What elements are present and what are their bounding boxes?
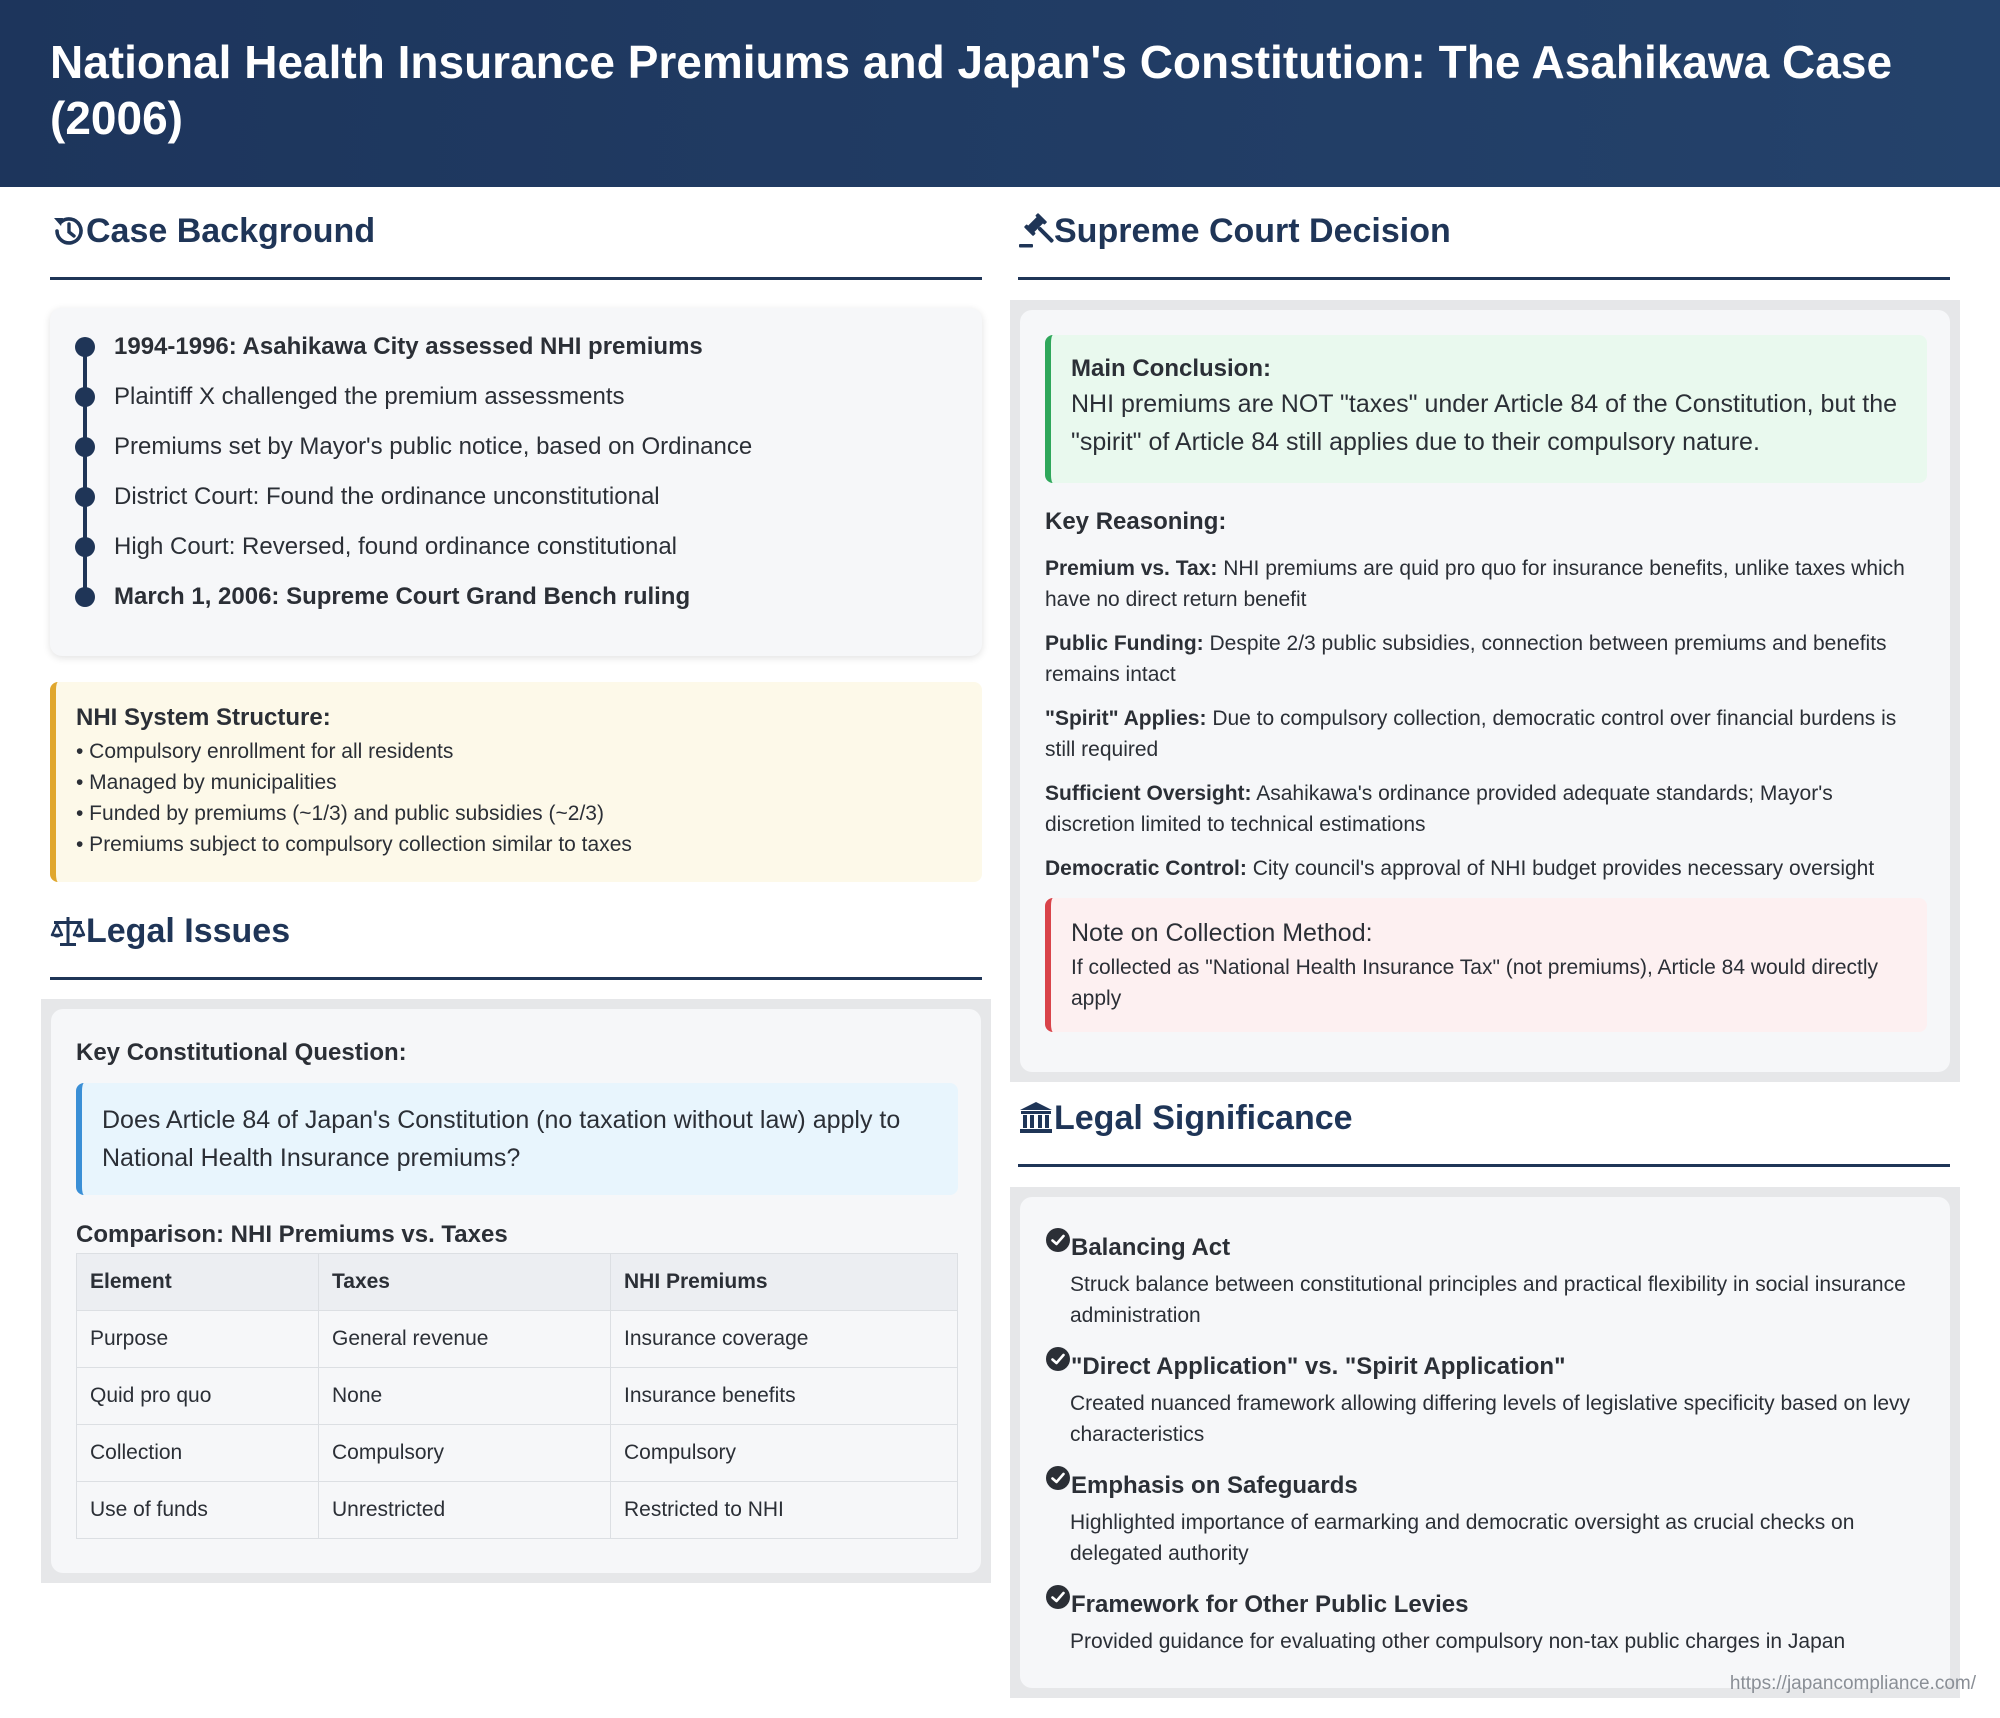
reasoning-text: Asahikawa's ordinance provided adequate standards; Mayor's discretion limited to technical estimations <box>1045 782 1833 836</box>
timeline-item <box>50 373 950 423</box>
nhi-structure-item: • Funded by premiums (~1/3) and public subsidies (~2/3) <box>76 802 604 825</box>
timeline-item <box>50 573 950 623</box>
table-row <box>77 1311 958 1368</box>
timeline-dot <box>75 537 95 557</box>
reasoning-label: Premium vs. Tax: <box>1045 557 1218 580</box>
reasoning-label: Democratic Control: <box>1045 857 1247 880</box>
table-cell: Compulsory <box>611 1425 958 1482</box>
collection-note-box <box>1045 898 1927 1032</box>
table-cell: Collection <box>77 1425 319 1482</box>
timeline-text: Premiums set by Mayor's public notice, based on Ordinance <box>114 433 753 460</box>
check-circle-icon <box>1045 1227 1071 1253</box>
reasoning-item <box>1045 703 1927 765</box>
check-circle-icon <box>1045 1465 1071 1491</box>
case-background-heading: Case Background <box>86 211 376 250</box>
significance-item <box>1045 1465 1935 1569</box>
table-row <box>77 1482 958 1539</box>
reasoning-text: Due to compulsory collection, democratic control over financial burdens is still required <box>1045 707 1897 761</box>
table-cell: Quid pro quo <box>77 1368 319 1425</box>
page-header <box>0 0 2000 187</box>
nhi-structure-item: • Managed by municipalities <box>76 771 337 794</box>
significance-title: Balancing Act <box>1071 1234 1231 1261</box>
key-question-title: Key Constitutional Question: <box>76 1039 407 1066</box>
legal-issues-section-header <box>50 904 982 980</box>
timeline-dot <box>75 337 95 357</box>
timeline-text: 1994-1996: Asahikawa City assessed NHI premiums <box>114 333 703 360</box>
legal-significance-panel <box>1010 1187 1960 1698</box>
history-icon <box>50 213 86 249</box>
significance-text: Struck balance between constitutional principles and practical flexibility in social insurance administration <box>1070 1273 1906 1327</box>
check-circle-icon <box>1045 1346 1071 1372</box>
reasoning-item <box>1045 853 1927 884</box>
significance-item <box>1045 1584 1935 1657</box>
timeline-item <box>50 523 950 573</box>
nhi-structure-item: • Premiums subject to compulsory collection similar to taxes <box>76 833 632 856</box>
table-cell: Insurance coverage <box>611 1311 958 1368</box>
supreme-court-panel <box>1010 300 1960 1082</box>
main-conclusion-text: NHI premiums are NOT "taxes" under Article 84 of the Constitution, but the "spirit" of Article 84 still applies due to their compulsory nature. <box>1071 390 1898 456</box>
table-cell: General revenue <box>319 1311 611 1368</box>
comparison-title: Comparison: NHI Premiums vs. Taxes <box>76 1221 508 1248</box>
significance-item <box>1045 1346 1935 1450</box>
supreme-court-heading: Supreme Court Decision <box>1054 211 1451 250</box>
legal-significance-card <box>1020 1197 1950 1688</box>
supreme-court-card <box>1020 310 1950 1072</box>
reasoning-item <box>1045 778 1927 840</box>
timeline-dot <box>75 437 95 457</box>
reasoning-text: NHI premiums are quid pro quo for insurance benefits, unlike taxes which have no direct return benefit <box>1045 557 1905 611</box>
timeline-text: Plaintiff X challenged the premium assessments <box>114 383 625 410</box>
reasoning-item <box>1045 628 1927 690</box>
table-cell: Restricted to NHI <box>611 1482 958 1539</box>
significance-text: Created nuanced framework allowing differing levels of legislative specificity based on levy characteristics <box>1070 1392 1911 1446</box>
table-header-cell: NHI Premiums <box>611 1254 958 1311</box>
significance-text: Highlighted importance of earmarking and democratic oversight as crucial checks on delegated authority <box>1070 1511 1855 1565</box>
table-cell: Unrestricted <box>319 1482 611 1539</box>
timeline-dot <box>75 587 95 607</box>
significance-title: "Direct Application" vs. "Spirit Application" <box>1071 1353 1566 1380</box>
gavel-icon <box>1018 213 1054 249</box>
legal-issues-card <box>51 1009 981 1573</box>
timeline-item <box>50 473 950 523</box>
table-cell: Use of funds <box>77 1482 319 1539</box>
table-cell: Purpose <box>77 1311 319 1368</box>
page-title: National Health Insurance Premiums and Japan's Constitution: The Asahikawa Case (2006) <box>50 36 1893 144</box>
timeline-dot <box>75 387 95 407</box>
table-row <box>77 1425 958 1482</box>
timeline-text: District Court: Found the ordinance unconstitutional <box>114 483 660 510</box>
source-url[interactable]: https://japancompliance.com/ <box>1729 1673 1976 1694</box>
check-circle-icon <box>1045 1584 1071 1610</box>
nhi-structure-box <box>50 682 982 882</box>
comparison-table <box>76 1253 958 1539</box>
timeline-item <box>50 323 950 373</box>
table-header-row <box>77 1254 958 1311</box>
legal-significance-heading: Legal Significance <box>1054 1098 1353 1137</box>
collection-note-title: Note on Collection Method: <box>1071 919 1373 947</box>
significance-text: Provided guidance for evaluating other compulsory non-tax public charges in Japan <box>1070 1630 1846 1653</box>
timeline-dot <box>75 487 95 507</box>
main-conclusion-box <box>1045 335 1927 483</box>
reasoning-text: Despite 2/3 public subsidies, connection between premiums and benefits remains intact <box>1045 632 1887 686</box>
timeline-text: March 1, 2006: Supreme Court Grand Bench ruling <box>114 583 691 610</box>
nhi-structure-item: • Compulsory enrollment for all residents <box>76 740 454 763</box>
institution-icon <box>1018 1100 1054 1136</box>
case-timeline <box>50 308 982 656</box>
table-row <box>77 1368 958 1425</box>
scale-icon <box>50 913 86 949</box>
legal-issues-panel <box>41 999 991 1583</box>
timeline-item <box>50 423 950 473</box>
significance-item <box>1045 1227 1935 1331</box>
collection-note-text: If collected as "National Health Insurance Tax" (not premiums), Article 84 would directly apply <box>1071 956 1879 1010</box>
reasoning-item <box>1045 553 1927 615</box>
timeline-text: High Court: Reversed, found ordinance constitutional <box>114 533 677 560</box>
table-cell: Compulsory <box>319 1425 611 1482</box>
nhi-structure-title: NHI System Structure: <box>76 704 331 731</box>
legal-significance-section-header <box>1018 1091 1950 1167</box>
reasoning-label: Sufficient Oversight: <box>1045 782 1252 805</box>
table-header-cell: Taxes <box>319 1254 611 1311</box>
table-header-cell: Element <box>77 1254 319 1311</box>
case-background-section-header <box>50 204 982 280</box>
table-cell: Insurance benefits <box>611 1368 958 1425</box>
main-conclusion-title: Main Conclusion: <box>1071 355 1271 382</box>
legal-issues-heading: Legal Issues <box>86 911 291 950</box>
reasoning-label: "Spirit" Applies: <box>1045 707 1207 730</box>
reasoning-text: City council's approval of NHI budget provides necessary oversight <box>1246 857 1875 880</box>
supreme-court-section-header <box>1018 204 1950 280</box>
key-reasoning-title: Key Reasoning: <box>1045 508 1227 535</box>
significance-title: Emphasis on Safeguards <box>1071 1472 1358 1499</box>
significance-title: Framework for Other Public Levies <box>1071 1591 1469 1618</box>
table-cell: None <box>319 1368 611 1425</box>
key-question-box: Does Article 84 of Japan's Constitution (no taxation without law) apply to National Health Insurance premiums? <box>76 1083 958 1195</box>
reasoning-label: Public Funding: <box>1045 632 1204 655</box>
